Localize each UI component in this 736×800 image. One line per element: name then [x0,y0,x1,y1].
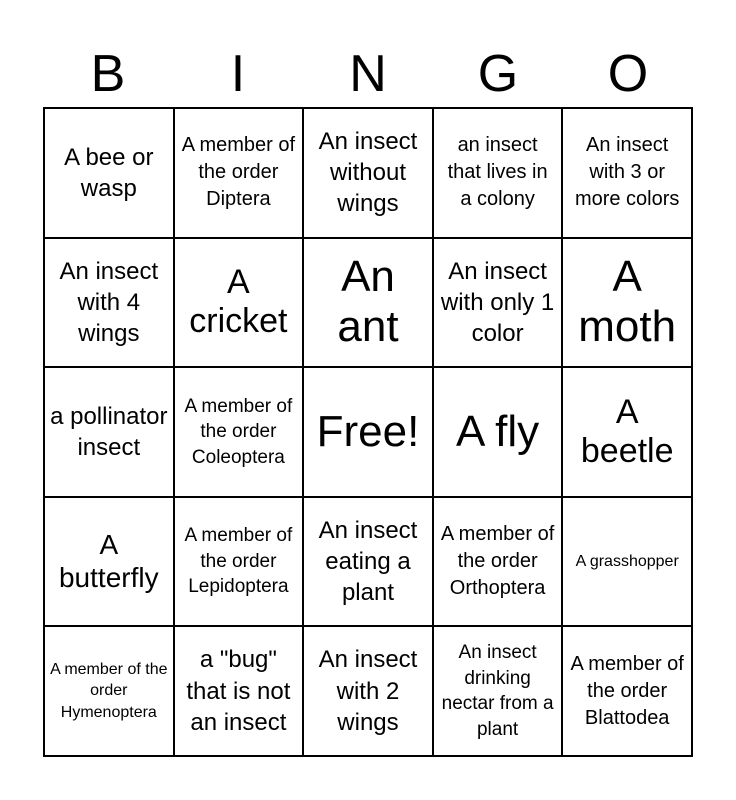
cell-text: A fly [456,406,540,456]
header-letter-o: O [607,45,649,103]
bingo-cell[interactable] [562,238,692,368]
header-letter-b: B [90,45,126,103]
header-letter-i: I [230,45,246,103]
header-letter-n: N [349,45,387,103]
bingo-cell[interactable] [303,238,433,368]
bingo-cell[interactable] [174,108,304,238]
bingo-cell[interactable] [433,108,563,238]
cell-text: a pollinator insect [50,402,168,461]
bingo-cell[interactable] [44,238,174,368]
cell-text: a "bug" that is not an insect [186,646,291,736]
cell-text: an insect that lives in a colony [447,134,548,211]
cell-text: An insect eating a plant [318,516,418,607]
bingo-cell[interactable] [174,238,304,368]
bingo-board [43,107,693,757]
bingo-cell[interactable] [433,497,563,627]
cell-text: An insect drinking nectar from a plant [441,641,554,740]
bingo-cell[interactable] [174,367,304,497]
cell-text: A member of the order Coleoptera [184,395,293,468]
bingo-cell[interactable] [562,626,692,756]
bingo-header [43,40,693,108]
bingo-cell[interactable] [433,367,563,497]
bingo-cell[interactable] [44,367,174,497]
bingo-cell[interactable] [562,497,692,627]
bingo-cell[interactable] [303,108,433,238]
free-space[interactable] [303,367,433,497]
bingo-cell[interactable] [44,626,174,756]
bingo-cell[interactable] [174,497,304,627]
cell-text: An ant [337,251,399,352]
cell-text: An insect with 4 wings [59,257,159,347]
bingo-cell[interactable] [303,497,433,627]
cell-text: An insect with only 1 color [440,257,555,347]
cell-text: A cricket [189,263,288,341]
cell-text: An insect without wings [318,128,418,218]
cell-text: A member of the order Hymenoptera [50,660,168,721]
bingo-cell[interactable] [303,626,433,756]
cell-text: A member of the order Lepidoptera [184,525,293,598]
cell-text: A member of the order Orthoptera [440,523,555,600]
cell-text: A moth [578,251,677,352]
cell-text: A member of the order Diptera [181,134,296,211]
bingo-cell[interactable] [44,108,174,238]
cell-text: Free! [316,406,420,456]
cell-text: A beetle [580,392,674,470]
cell-text: A grasshopper [575,552,679,570]
cell-text: A butterfly [58,529,159,593]
bingo-cell[interactable] [174,626,304,756]
cell-text: A bee or wasp [64,143,154,202]
bingo-cell[interactable] [562,108,692,238]
cell-text: An insect with 2 wings [318,646,418,736]
cell-text: An insect with 3 or more colors [574,134,680,211]
header-letter-g: G [477,45,519,103]
bingo-cell[interactable] [44,497,174,627]
bingo-cell[interactable] [433,626,563,756]
cell-text: A member of the order Blattodea [570,652,684,729]
bingo-cell[interactable] [433,238,563,368]
bingo-cell[interactable] [562,367,692,497]
